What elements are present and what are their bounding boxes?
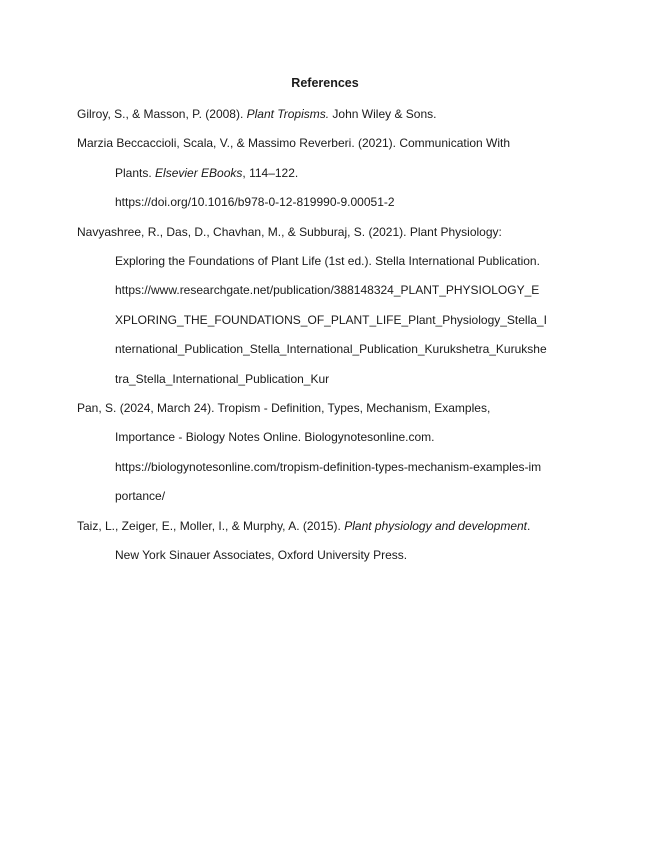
reference-text: , 114–122. <box>242 165 299 180</box>
reference-entry-continuation-line <box>115 282 539 298</box>
reference-entry-continuation-line <box>115 429 435 445</box>
reference-entry-first-line <box>77 518 530 534</box>
reference-entry-continuation-line <box>115 253 540 269</box>
reference-entry-first-line <box>77 224 502 240</box>
reference-italic-title: Plant Tropisms. <box>246 107 330 121</box>
reference-text: tra_Stella_International_Publication_Kur <box>115 371 330 386</box>
reference-text: XPLORING_THE_FOUNDATIONS_OF_PLANT_LIFE_Plant_Physiology_Stella_I <box>115 312 547 327</box>
reference-italic-title: Elsevier EBooks <box>155 165 243 180</box>
reference-entry-continuation-line <box>115 312 547 328</box>
reference-text: New York Sinauer Associates, Oxford University Press. <box>115 548 408 562</box>
reference-italic-title: Plant physiology and development <box>344 518 528 533</box>
reference-text: Gilroy, S., & Masson, P. (2008). <box>77 107 247 121</box>
reference-entry-continuation-line <box>115 371 329 387</box>
reference-text: Navyashree, R., Das, D., Chavhan, M., & Subburaj, S. (2021). Plant Physiology: <box>77 224 502 239</box>
reference-text: Marzia Beccaccioli, Scala, V., & Massimo Reverberi. (2021). Communication With <box>77 136 511 151</box>
reference-entry-continuation-line <box>115 341 547 357</box>
reference-entry-continuation-line <box>115 459 541 475</box>
reference-entry-continuation-line <box>115 165 298 181</box>
reference-text: Importance - Biology Notes Online. Biologynotesonline.com. <box>115 430 435 445</box>
reference-entry-first-line <box>77 135 510 151</box>
reference-entry-first-line <box>77 400 490 416</box>
reference-entry-continuation-line <box>115 194 395 210</box>
reference-text: nternational_Publication_Stella_International_Publication_Kurukshetra_Kurukshe <box>115 342 547 357</box>
reference-text: https://biologynotesonline.com/tropism-definition-types-mechanism-examples-im <box>115 459 542 474</box>
reference-text: https://www.researchgate.net/publication/388148324_PLANT_PHYSIOLOGY_E <box>115 283 540 298</box>
reference-entry-continuation-line <box>115 547 407 563</box>
reference-text: Pan, S. (2024, March 24). Tropism - Definition, Types, Mechanism, Examples, <box>77 401 491 415</box>
reference-text: John Wiley & Sons. <box>329 107 437 121</box>
reference-entry-first-line <box>77 106 436 122</box>
reference-text: Taiz, L., Zeiger, E., Moller, I., & Murphy, A. (2015). <box>77 518 345 533</box>
reference-text: portance/ <box>115 489 166 504</box>
reference-text: . <box>527 518 531 533</box>
reference-text: https://doi.org/10.1016/b978-0-12-819990-9.00051-2 <box>115 195 395 210</box>
reference-text: Plants. <box>115 165 156 180</box>
reference-text: Exploring the Foundations of Plant Life (1st ed.). Stella International Publication. <box>115 254 540 268</box>
page-title: References <box>291 76 359 90</box>
reference-entry-continuation-line <box>115 488 165 504</box>
